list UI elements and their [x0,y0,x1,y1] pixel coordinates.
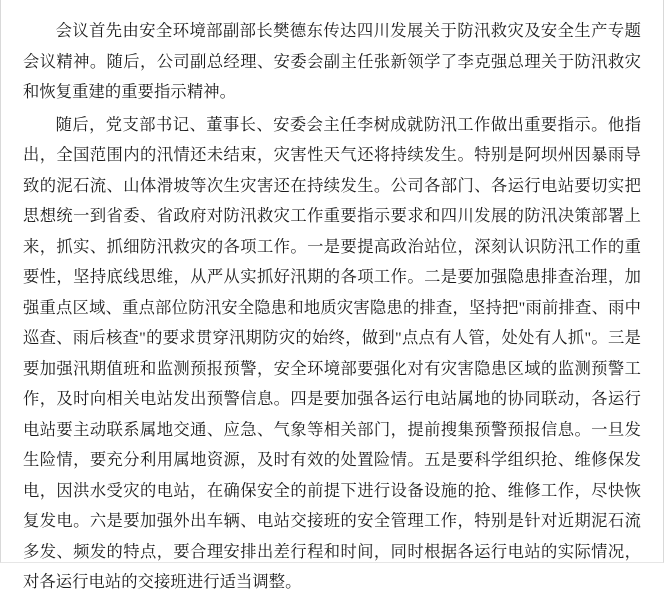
document-body [1,0,663,608]
paragraph-2: 随后，党支部书记、董事长、安委会主任李树成就防汛工作做出重要指示。他指出，全国范围内的汛情还未结束，灾害性天气还将持续发生。特别是阿坝州因暴雨导致的泥石流、山体滑坡等次生灾害还在持续发生。公司各部门、各运行电站要切实把思想统一到省委、省政府对防汛救灾工作重要指示要求和四川发展的防汛决策部署上来，抓实、抓细防汛救灾的各项工作。一是要提高政治站位，深刻认识防汛工作的重要性，坚持底线思维，从严从实抓好汛期的各项工作。二是要加强隐患排查治理，加强重点区域、重点部位防汛安全隐患和地质灾害隐患的排查，坚持把"雨前排查、雨中巡查、雨后核查"的要求贯穿汛期防灾的始终，做到"点点有人管，处处有人抓"。三是要加强汛期值班和监测预报预警，安全环境部要强化对有灾害隐患区域的监测预警工作，及时向相关电站发出预警信息。四是要加强各运行电站属地的协同联动，各运行电站要主动联系属地交通、应急、气象等相关部门，提前搜集预警预报信息。一旦发生险情，要充分利用属地资源，及时有效的处置险情。五是要科学组织抢、维修保发电，因洪水受灾的电站，在确保安全的前提下进行设备设施的抢、维修工作，尽快恢复发电。六是要加强外出车辆、电站交接班的安全管理工作，特别是针对近期泥石流多发、频发的特点，要合理安排出差行程和时间，同时根据各运行电站的实际情况，对各运行电站的交接班进行适当调整。 [23,114,641,591]
paragraph-1: 会议首先由安全环境部副部长樊德东传达四川发展关于防汛救灾及安全生产专题会议精神。随后，公司副总经理、安委会副主任张新领学了李克强总理关于防汛救灾和恢复重建的重要指示精神。 [23,21,641,101]
